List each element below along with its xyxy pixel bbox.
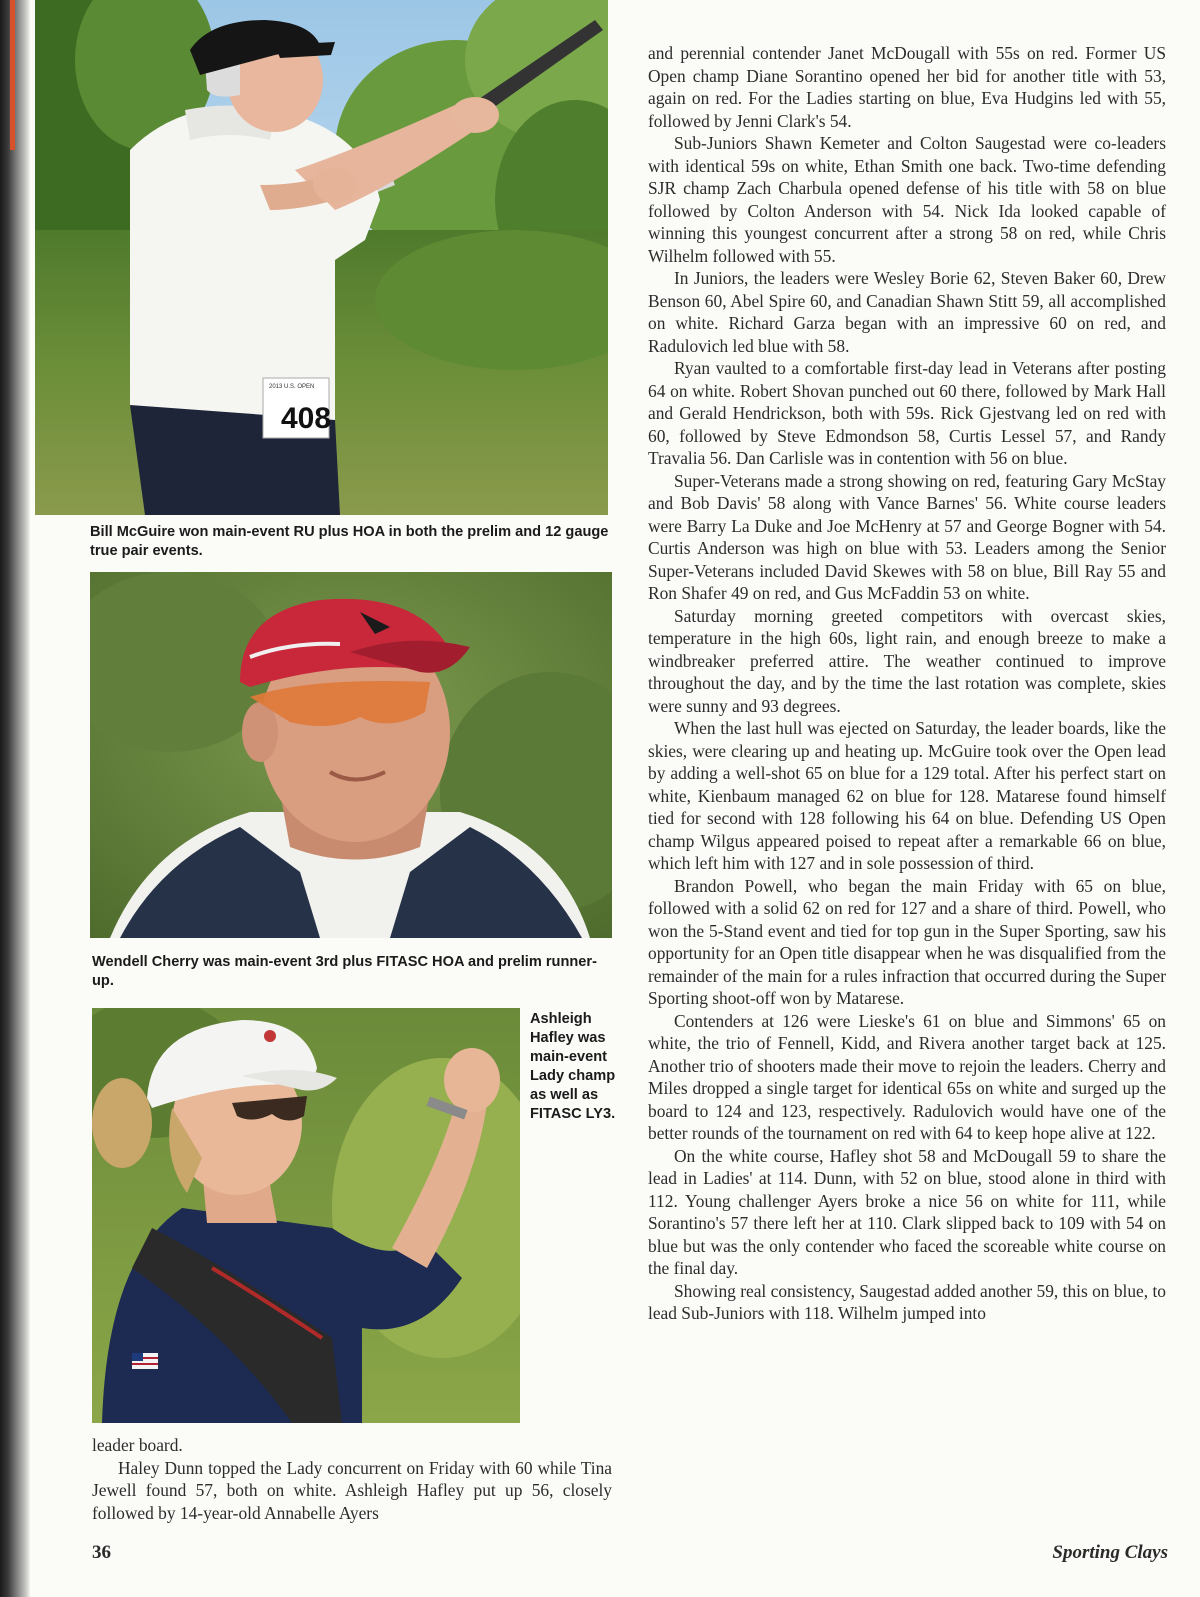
photo-ashleigh-hafley	[92, 1008, 520, 1423]
body-paragraph: When the last hull was ejected on Saturday, the leader boards, like the skies, were clearing up and heating up. McGuire took over the Open lead by adding a well-shot 65 on blue for a 129 total. After his perfect start on white, Kienbaum managed 62 on blue for 128. Matarese found himself tied for second with 128 following his 64 on blue. Defending US Open champ Wilgus appeared poised to repeat after a remarkable 66 on blue, which left him with 127 and in sole possession of third.	[648, 718, 1166, 873]
page-binding-edge	[0, 0, 30, 1597]
body-paragraph: and perennial contender Janet McDougall with 55s on red. Former US Open champ Diane Sorantino opened her bid for another title with 53, again on red. For the Ladies starting on blue, Eva Hudgins led with 55, followed by Jenni Clark's 54.	[648, 43, 1166, 131]
race-bib-number: 408	[281, 402, 332, 435]
body-paragraph: leader board.	[92, 1435, 183, 1455]
photo-caption-wendell-cherry: Wendell Cherry was main-event 3rd plus FITASC HOA and prelim runner-up.	[92, 954, 597, 989]
race-bib-header: 2013 U.S. OPEN	[269, 384, 315, 390]
right-column-text	[648, 42, 1166, 1325]
body-paragraph: Contenders at 126 were Lieske's 61 on blue and Simmons' 65 on white, the trio of Fennell, Kidd, and Rivera another target back at 125. Another trio of shooters made their move to rejoin the leaders. Cherry and Miles dropped a single target for identical 65s on white and surged up the board to 124 and 123, respectively. Radulovich would have one of the better rounds of the tournament on red with 64 to keep hope alive at 122.	[648, 1010, 1166, 1143]
body-paragraph: In Juniors, the leaders were Wesley Borie 62, Steven Baker 60, Drew Benson 60, Abel Spire 60, and Canadian Shawn Stitt 59, all accomplished on white. Richard Garza began with an impressive 60 on red, and Radulovich led blue with 58.	[648, 268, 1166, 356]
body-paragraph: Ryan vaulted to a comfortable first-day lead in Veterans after posting 64 on white. Robert Shovan punched out 60 there, followed by Mark Hall and Gerald Hendrickson, both with 59s. Rick Gjestvang led on red with 60, followed by Steve Edmondson 58, Curtis Lessel 57, and Randy Travalia 56. Dan Carlisle was in contention with 56 on blue.	[648, 358, 1166, 468]
body-paragraph: Sub-Juniors Shawn Kemeter and Colton Saugestad were co-leaders with identical 59s on white, Ethan Smith one back. Two-time defending SJR champ Zach Charbula opened defense of his title with 58 on blue followed by Colton Anderson with 54. Nick Ida looked capable of winning this youngest concurrent after a strong 58 on red, while Chris Wilhelm followed with 55.	[648, 133, 1166, 266]
left-column-text	[92, 1434, 612, 1524]
binding-color-mark	[10, 0, 15, 150]
body-paragraph: Showing real consistency, Saugestad added another 59, this on blue, to lead Sub-Juniors with 118. Wilhelm jumped into	[648, 1280, 1166, 1323]
photo-caption-ashleigh-hafley: Ashleigh Hafley was main-event Lady champ as well as FITASC LY3.	[530, 1011, 616, 1122]
body-paragraph: Haley Dunn topped the Lady concurrent on Friday with 60 while Tina Jewell found 57, both on white. Ashleigh Hafley put up 56, closely followed by 14-year-old Annabelle Ayers	[92, 1457, 612, 1523]
body-paragraph: Super-Veterans made a strong showing on red, featuring Gary McStay and Bob Davis' 58 along with Vance Barnes' 56. White course leaders were Barry La Duke and Joe McHenry at 57 and George Bogner with 54. Curtis Anderson was high on blue with 53. Leaders among the Senior Super-Veterans included David Skewes with 58 on blue, Bill Ray 55 and Ron Shafer 49 on red, and Gus McFaddin 53 on white.	[648, 470, 1166, 603]
body-paragraph: Saturday morning greeted competitors with overcast skies, temperature in the high 60s, light rain, and enough breeze to make a windbreaker preferred attire. The weather continued to improve throughout the day, and by the time the last rotation was complete, skies were sunny and 93 degrees.	[648, 605, 1166, 716]
body-paragraph: On the white course, Hafley shot 58 and McDougall 59 to share the lead in Ladies' at 114. Dunn, with 52 on blue, stood alone in third with 112. Young challenger Ayers broke a nice 56 on white for 111, while Sorantino's 57 there left her at 110. Clark slipped back to 109 with 54 on blue but was the only contender who faced the scoreable white course on the final day.	[648, 1145, 1166, 1278]
photo-bill-mcguire	[35, 0, 608, 515]
photo-caption-bill-mcguire: Bill McGuire won main-event RU plus HOA in both the prelim and 12 gauge true pair events.	[90, 524, 609, 559]
page-number: 36	[92, 1542, 111, 1563]
body-paragraph: Brandon Powell, who began the main Friday with 65 on blue, followed with a solid 62 on red for 127 and a share of third. Powell, who won the 5-Stand event and tied for top gun in the Super Sporting, saw his opportunity for an Open title disappear when he was disqualified from the remainder of the main for a rules infraction that occurred during the Super Sporting shoot-off won by Matarese.	[648, 875, 1166, 1008]
photo-wendell-cherry	[90, 572, 612, 938]
magazine-name: Sporting Clays	[1052, 1542, 1168, 1563]
